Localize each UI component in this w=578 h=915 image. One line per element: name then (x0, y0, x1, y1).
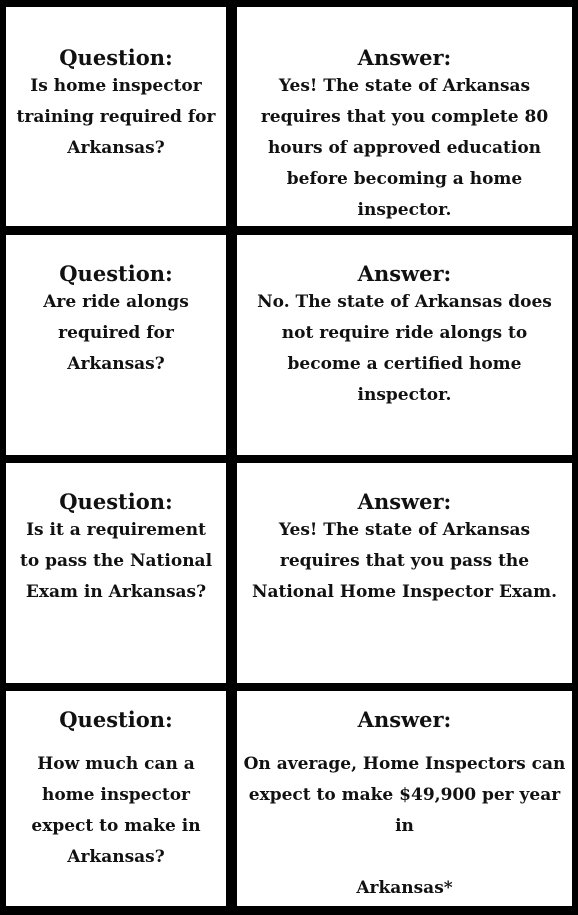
question-card-3 (6, 463, 226, 683)
question-text: Are ride alongs required for Arkansas? (43, 292, 189, 374)
answer-text: Yes! The state of Arkansas requires that you pass the National Home Inspector Exam. (251, 520, 558, 602)
answer-card-1 (237, 7, 572, 226)
answer-text: No. The state of Arkansas does not require ride alongs to become a certified home inspector. (257, 292, 552, 405)
answer-heading: Answer: (357, 45, 452, 70)
question-text: Is it a requirement to pass the National Exam in Arkansas? (19, 520, 213, 602)
answer-footer: Arkansas* (356, 878, 453, 898)
answer-card-4 (237, 691, 572, 906)
question-card-2 (6, 235, 226, 455)
answer-heading: Answer: (357, 707, 452, 732)
question-card-4 (6, 691, 226, 906)
answer-heading: Answer: (357, 261, 452, 286)
question-heading: Question: (59, 261, 173, 286)
answer-card-2 (237, 235, 572, 455)
question-text: How much can a home inspector expect to make in Arkansas? (31, 754, 201, 867)
question-card-1 (6, 7, 226, 226)
answer-text: On average, Home Inspectors can expect to make $49,900 per year in (243, 754, 566, 836)
question-heading: Question: (59, 45, 173, 70)
question-heading: Question: (59, 489, 173, 514)
answer-heading: Answer: (357, 489, 452, 514)
answer-text: Yes! The state of Arkansas requires that you complete 80 hours of approved education before becoming a home inspector. (260, 76, 549, 220)
answer-card-3 (237, 463, 572, 683)
question-text: Is home inspector training required for Arkansas? (16, 76, 216, 158)
question-heading: Question: (59, 707, 173, 732)
